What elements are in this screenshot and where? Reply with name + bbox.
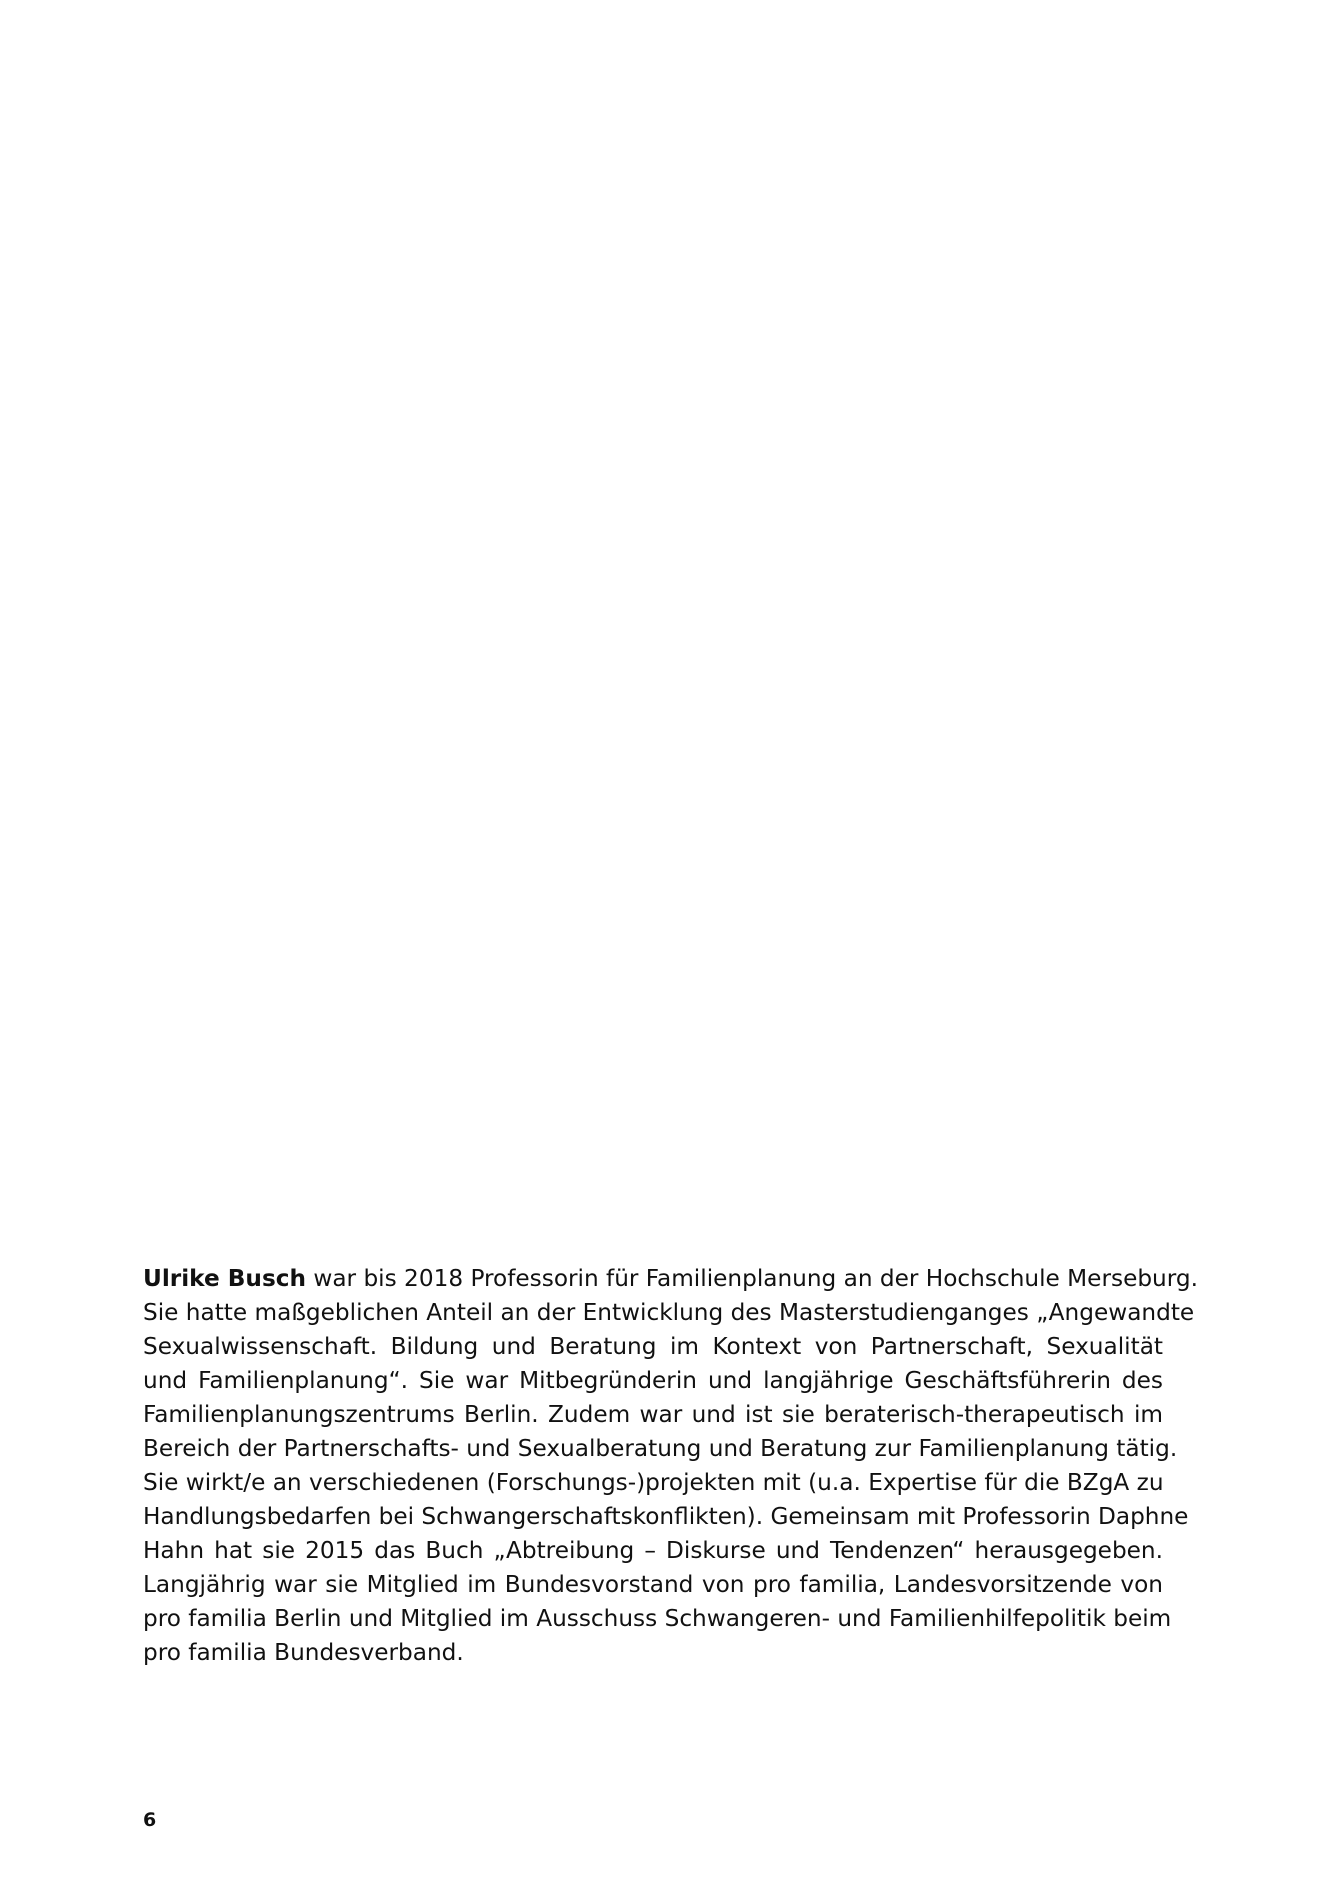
biography-line: Hahn hat sie 2015 das Buch „Abtreibung – Diskurse und Tendenzen“ herausgegeben.	[143, 1537, 1163, 1564]
biography-line: und Familienplanung“. Sie war Mitbegründerin und langjährige Geschäftsführerin des	[143, 1367, 1163, 1394]
biography-line: Sexualwissenschaft. Bildung und Beratung im Kontext von Partnerschaft, Sexualität	[143, 1333, 1163, 1360]
biography-line	[143, 1262, 1198, 1296]
biography-line: Familienplanungszentrums Berlin. Zudem war und ist sie beraterisch-therapeutisch im	[143, 1401, 1163, 1428]
biography-line: Sie hatte maßgeblichen Anteil an der Entwicklung des Masterstudienganges „Angewandte	[143, 1299, 1195, 1326]
biography-line: pro familia Berlin und Mitglied im Ausschuss Schwangeren- und Familienhilfepolitik beim	[143, 1605, 1172, 1632]
biography-line: Bereich der Partnerschafts- und Sexualberatung und Beratung zur Familienplanung tätig.	[143, 1435, 1178, 1462]
author-name: Ulrike Busch	[143, 1265, 306, 1292]
author-biography	[143, 1262, 1198, 1670]
biography-line: Sie wirkt/e an verschiedenen (Forschungs-)projekten mit (u.a. Expertise für die BZgA zu	[143, 1469, 1164, 1496]
page-number: 6	[143, 1809, 157, 1831]
biography-line: Handlungsbedarfen bei Schwangerschaftskonflikten). Gemeinsam mit Professorin Daphne	[143, 1503, 1189, 1530]
biography-line: pro familia Bundesverband.	[143, 1639, 464, 1666]
biography-line-text: war bis 2018 Professorin für Familienplanung an der Hochschule Merseburg.	[306, 1265, 1198, 1292]
biography-line: Langjährig war sie Mitglied im Bundesvorstand von pro familia, Landesvorsitzende von	[143, 1571, 1163, 1598]
